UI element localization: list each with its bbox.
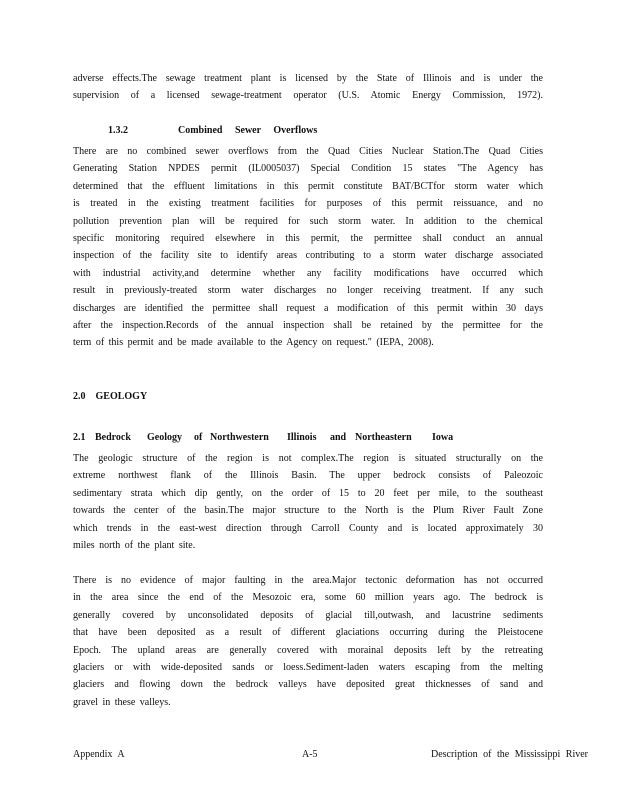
heading-word: Bedrock (95, 432, 131, 443)
body-line: There are no combined sewer overflows from the Quad Cities Nuclear Station.The Quad Cities (73, 146, 543, 157)
body-line: miles north of the plant site. (73, 540, 196, 552)
body-line: discharges are identified the permittee shall request a modification of this permit within 30 days (73, 302, 543, 314)
section-1-3-2-paragraph (73, 143, 543, 352)
intro-line-1: adverse effects.The sewage treatment plant is licensed by the State of Illinois and is under the (73, 73, 543, 84)
intro-line-2: supervision of a licensed sewage-treatment operator (U.S. Atomic Energy Commission, 1972). (73, 90, 543, 102)
body-line: generally covered by unconsolidated deposits of glacial till,outwash, and lacustrine sediments (73, 609, 543, 621)
section-1-3-2-number: 1.3.2 (108, 125, 128, 136)
section-2-0-title: GEOLOGY (95, 391, 148, 402)
body-line: There is no evidence of major faulting in the area.Major tectonic deformation has not occurred (73, 575, 543, 586)
section-2-0-heading (73, 391, 147, 402)
body-line: The geologic structure of the region is not complex.The region is situated structurally on the (73, 453, 543, 464)
body-line: Generating Station NPDES permit (IL0005037) Special Condition 15 states "The Agency has (73, 163, 543, 175)
body-line: towards the center of the basin.The major structure to the North is the Plum River Fault Zone (73, 505, 543, 517)
body-line: after the inspection.Records of the annual inspection shall be retained by the permittee for the (73, 320, 543, 332)
body-line: determined that the effluent limitations in this permit constitute BAT/BCTfor storm water which (73, 180, 543, 192)
footer-left: Appendix A (73, 749, 125, 760)
body-line: inspection of the facility site to identify areas contributing to a storm water discharge associated (73, 250, 543, 262)
footer-right: Description of the Mississippi River (431, 749, 588, 760)
body-line: with industrial activity,and determine whether any facility modifications have occurred which (73, 267, 543, 279)
body-line: pollution prevention plan will be required for such storm water. In addition to the chemical (73, 215, 543, 227)
section-2-1-paragraph-2 (73, 572, 543, 711)
body-line: Epoch. The upland areas are generally covered with morainal deposits left by the retreating (73, 644, 543, 656)
heading-word: Northwestern (210, 432, 269, 443)
body-line: extreme northwest flank of the Illinois Basin. The upper bedrock consists of Paleozoic (73, 470, 543, 482)
body-line: which trends in the east-west direction through Carroll County and is located approximately 30 (73, 522, 543, 534)
section-2-0-number: 2.0 (73, 391, 86, 402)
body-line: result in previously-treated storm water discharges no longer receiving treatment. If any such (73, 285, 543, 297)
body-line: gravel in these valleys. (73, 696, 171, 708)
body-line: sedimentary strata which dip gently, on the order of 15 to 20 feet per mile, to the southeast (73, 487, 543, 499)
body-line: that have been deposited as a result of different glaciations occurring during the Pleistocene (73, 627, 543, 639)
intro-paragraph (73, 70, 543, 105)
section-2-1-paragraph-1 (73, 450, 543, 554)
section-1-3-2-title: Combined Sewer Overflows (178, 125, 318, 136)
footer-page-number: A-5 (302, 749, 318, 760)
heading-word: Iowa (432, 432, 454, 443)
section-1-3-2-heading (108, 125, 317, 136)
heading-word: Illinois (287, 432, 317, 443)
body-line: glaciers and flowing down the bedrock valleys have deposited great thicknesses of sand and (73, 679, 543, 691)
heading-word: and (330, 432, 347, 443)
heading-word: Northeastern (355, 432, 412, 443)
body-line: specific monitoring required elsewhere in this permit, the permittee shall conduct an annual (73, 233, 543, 245)
section-2-1-number: 2.1 (73, 432, 86, 443)
body-line: is treated in the existing treatment facilities for purposes of this permit reissuance, and no (73, 198, 543, 210)
body-line: term of this permit and be made available to the Agency on request." (IEPA, 2008). (73, 337, 434, 349)
heading-word: Geology (147, 432, 182, 443)
heading-word: of (194, 432, 203, 443)
body-line: in the area since the end of the Mesozoic era, some 60 million years ago. The bedrock is (73, 592, 543, 604)
body-line: glaciers or with wide-deposited sands or loess.Sediment-laden waters escaping from the melting (73, 662, 543, 674)
